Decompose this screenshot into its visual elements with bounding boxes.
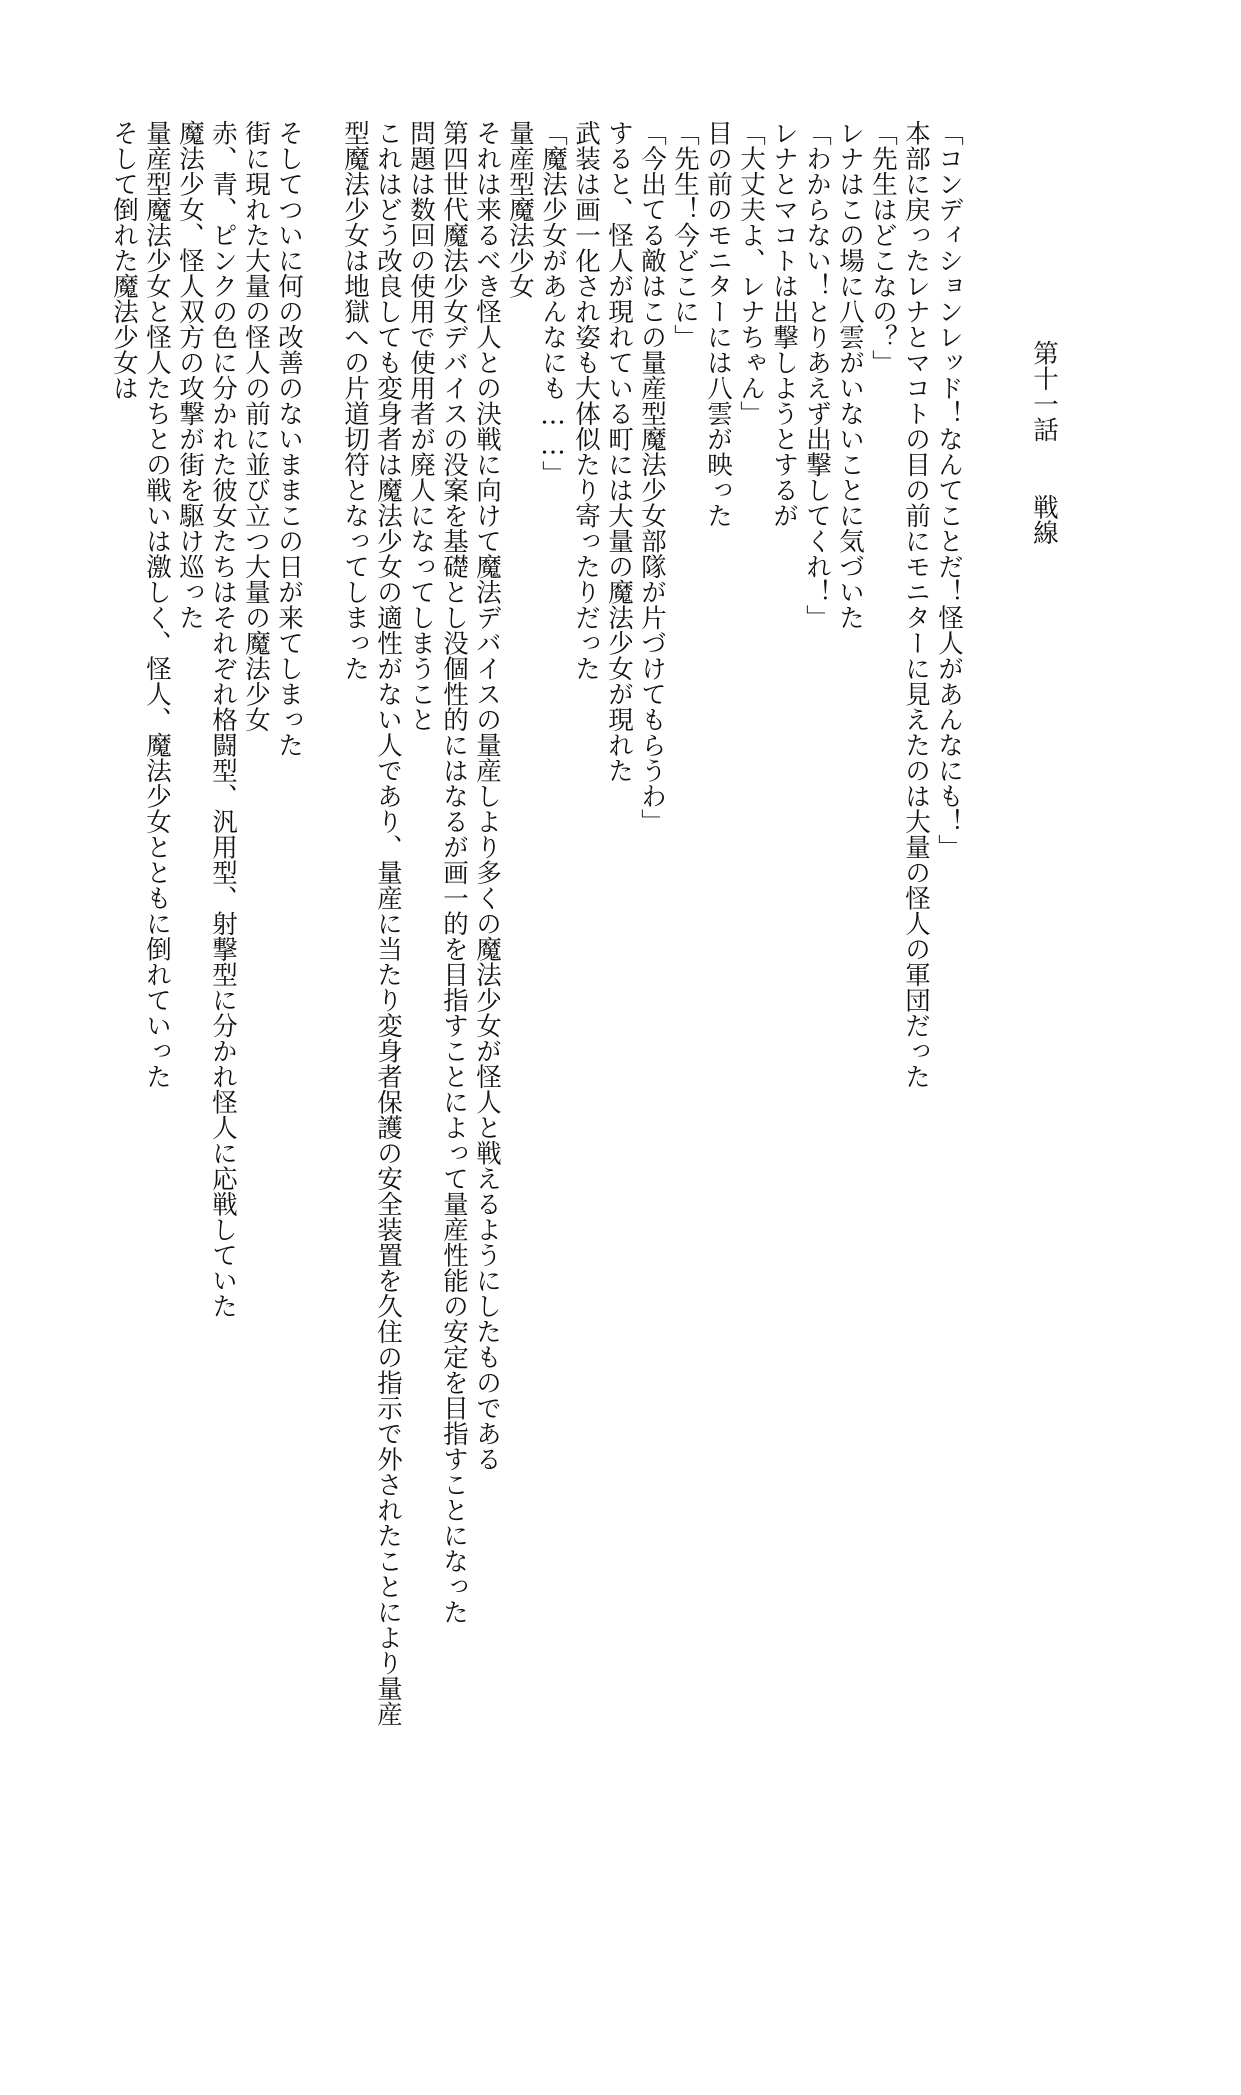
- text-line: 「魔法少女があんなにも……」: [538, 120, 568, 486]
- text-line: レナはこの場に八雲がいないことに気づいた: [835, 120, 865, 630]
- text-line: 魔法少女、怪人双方の攻撃が街を駆け巡った: [175, 120, 205, 630]
- chapter-title: 戦線: [1029, 494, 1059, 545]
- text-line: 「大丈夫よ、レナちゃん」: [736, 120, 766, 426]
- text-line: 「今出てる敵はこの量産型魔法少女部隊が片づけてもらうわ」: [637, 120, 667, 834]
- text-line: 武装は画一化され姿も大体似たり寄ったりだった: [571, 120, 601, 681]
- text-line: レナとマコトは出撃しようとするが: [769, 120, 799, 528]
- chapter-number: 第十一話: [1029, 340, 1059, 442]
- text-line: 量産型魔法少女と怪人たちとの戦いは激しく、怪人、魔法少女とともに倒れていった: [142, 120, 172, 1089]
- text-line: 赤、青、ピンクの色に分かれた彼女たちはそれぞれ格闘型、汎用型、射撃型に分かれ怪人に応戦していた: [208, 120, 238, 1319]
- text-line: すると、怪人が現れている町には大量の魔法少女が現れた: [604, 120, 634, 783]
- text-line: 型魔法少女は地獄への片道切符となってしまった: [340, 120, 370, 681]
- chapter-heading: [1020, 0, 1060, 2095]
- text-line: 「コンディションレッド！なんてことだ！怪人があんなにも！」: [934, 120, 964, 860]
- text-line: そしてついに何の改善のないままこの日が来てしまった: [274, 120, 304, 758]
- text-line: 第四世代魔法少女デバイスの没案を基礎とし没個性的にはなるが画一的を目指すことによって量産性能の安定を目指すことになった: [439, 120, 469, 1625]
- text-line: これはどう改良しても変身者は魔法少女の適性がない人であり、量産に当たり変身者保護の安全装置を久住の指示で外されたことにより量産: [373, 120, 403, 1727]
- text-line: 「先生はどこなの？」: [868, 120, 898, 375]
- text-line: 問題は数回の使用で使用者が廃人になってしまうこと: [406, 120, 436, 732]
- text-line: 目の前のモニターには八雲が映った: [703, 120, 733, 528]
- blank-line: [305, 0, 338, 1875]
- text-line: そして倒れた魔法少女は: [109, 120, 139, 401]
- text-line: 「わからない！とりあえず出撃してくれ！」: [802, 120, 832, 630]
- text-line: 「先生！今どこに」: [670, 120, 700, 350]
- text-line: それは来るべき怪人との決戦に向けて魔法デバイスの量産しより多くの魔法少女が怪人と戦えるようにしたものである: [472, 120, 502, 1472]
- text-line: 量産型魔法少女: [505, 120, 535, 299]
- text-line: 本部に戻ったレナとマコトの目の前にモニターに見えたのは大量の怪人の軍団だった: [901, 120, 931, 1089]
- text-line: 街に現れた大量の怪人の前に並び立つ大量の魔法少女: [241, 120, 271, 732]
